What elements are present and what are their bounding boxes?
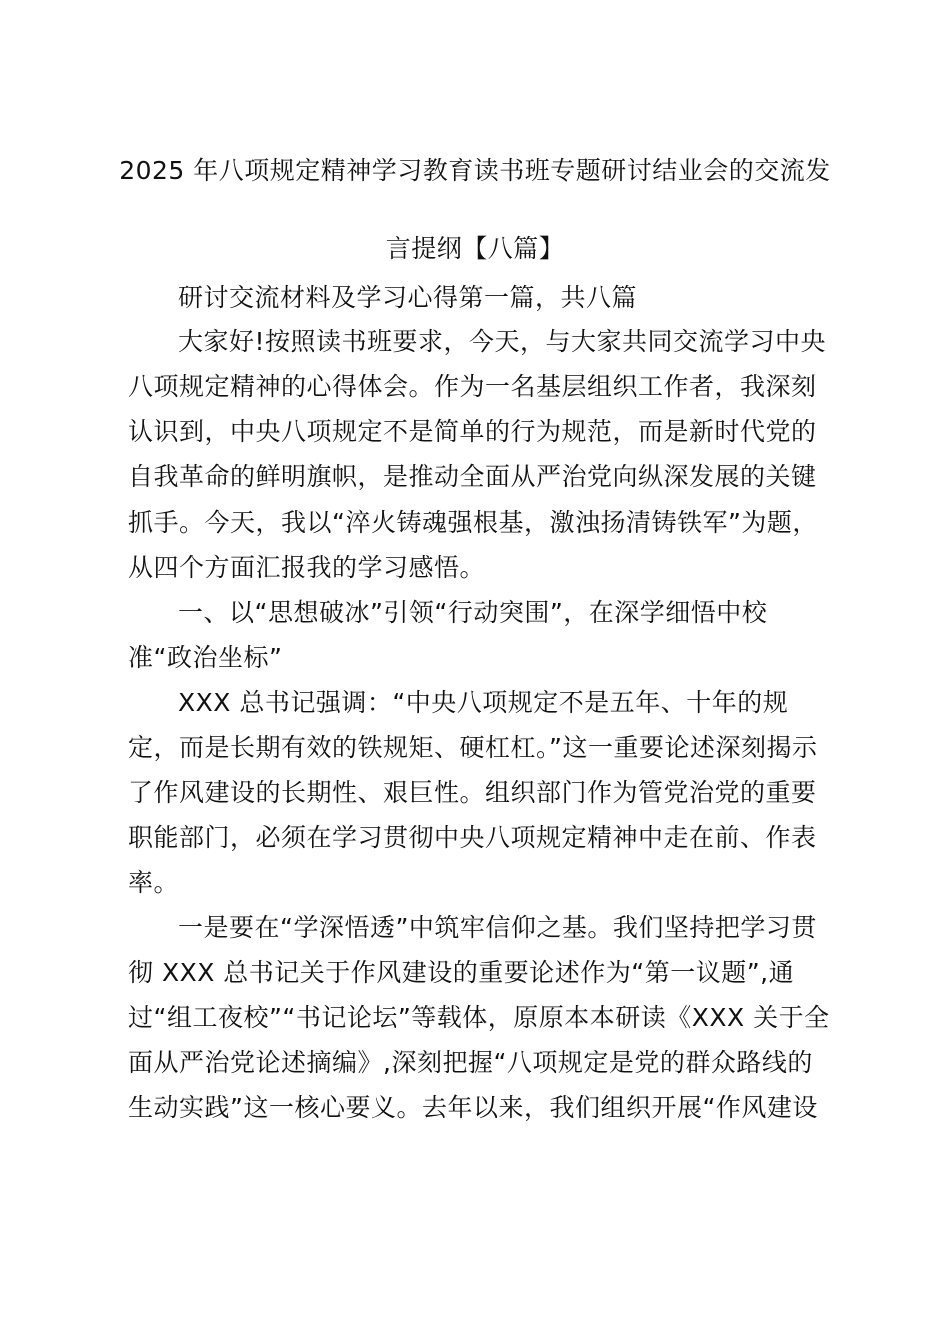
- paragraph-2-line-2: 定，而是长期有效的铁规矩、硬杠杠。”这一重要论述深刻揭示: [128, 733, 818, 762]
- paragraph-1-line-4: 自我革命的鲜明旗帜，是推动全面从严治党向纵深发展的关键: [128, 462, 817, 491]
- paragraph-1-line-6: 从四个方面汇报我的学习感悟。: [128, 553, 486, 582]
- paragraph-2-line-5: 率。: [128, 868, 180, 897]
- paragraph-3-line-5: 生动实践”这一核心要义。去年以来，我们组织开展“作风建设: [128, 1093, 818, 1122]
- section-heading-line-1: 一、以“思想破冰”引领“行动突围”，在深学细悟中校: [178, 598, 768, 627]
- paragraph-3-line-3: 过“组工夜校”“书记论坛”等载体，原原本本研读《XXX 关于全: [128, 1003, 830, 1032]
- paragraph-2-line-4: 职能部门，必须在学习贯彻中央八项规定精神中走在前、作表: [128, 823, 817, 852]
- paragraph-3-line-2: 彻 XXX 总书记关于作风建设的重要论述作为“第一议题”,通: [128, 958, 795, 987]
- document-title-line-1: 2025 年八项规定精神学习教育读书班专题研讨结业会的交流发: [119, 156, 831, 185]
- section-heading-line-2: 准“政治坐标”: [128, 643, 283, 672]
- paragraph-2-line-3: 了作风建设的长期性、艰巨性。组织部门作为管党治党的重要: [128, 778, 817, 807]
- paragraph-1-line-2: 八项规定精神的心得体会。作为一名基层组织工作者，我深刻: [128, 372, 817, 401]
- paragraph-2-line-1: XXX 总书记强调：“中央八项规定不是五年、十年的规: [178, 688, 789, 717]
- paragraph-3-line-4: 面从严治党论述摘编》,深刻把握“八项规定是党的群众路线的: [128, 1048, 813, 1077]
- paragraph-3-line-1: 一是要在“学深悟透”中筑牢信仰之基。我们坚持把学习贯: [178, 913, 817, 942]
- document-title-line-2: 言提纲【八篇】: [385, 234, 565, 263]
- paragraph-1-line-5: 抓手。今天，我以“淬火铸魂强根基，激浊扬清铸铁军”为题，: [128, 508, 818, 537]
- paragraph-1-line-1: 大家好!按照读书班要求，今天，与大家共同交流学习中央: [178, 327, 827, 356]
- paragraph-1-line-3: 认识到，中央八项规定不是简单的行为规范，而是新时代党的: [128, 417, 817, 446]
- subtitle-line: 研讨交流材料及学习心得第一篇，共八篇: [178, 283, 638, 312]
